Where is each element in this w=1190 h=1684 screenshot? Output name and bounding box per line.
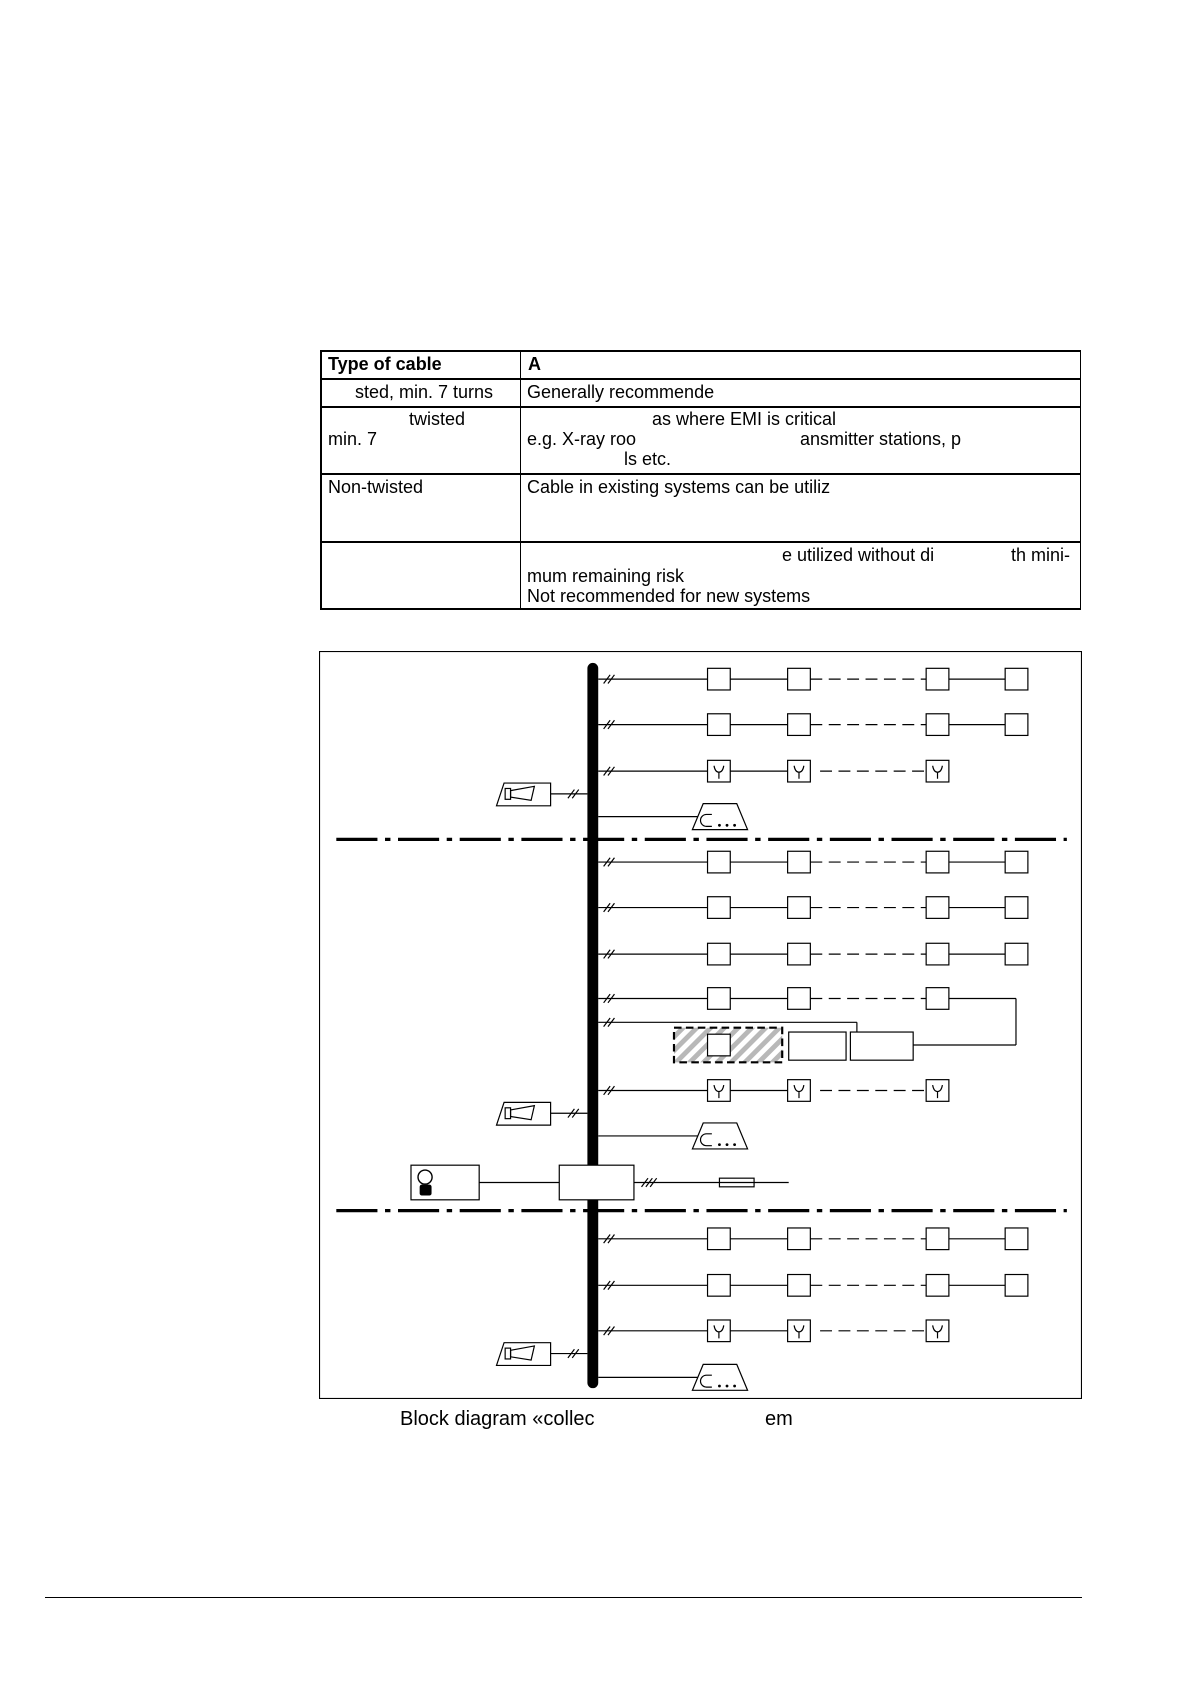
antenna-branch [598,1320,949,1342]
terminal-box [708,714,731,736]
table-row-application-cell [520,474,1080,542]
antenna-branch [598,1080,949,1102]
terminal-branch [598,851,1028,873]
table-row-cable-cell [320,407,520,474]
footer-rule [45,1597,1082,1598]
central-unit-box [559,1165,634,1200]
call-unit-icon [692,804,747,830]
horn-speaker-icon [496,783,550,806]
antenna-icon [708,760,731,782]
antenna-icon [926,760,949,782]
antenna-branch [598,760,949,782]
terminal-box [1005,943,1028,965]
call-unit-icon [692,1364,747,1390]
horn-speaker-icon [496,1102,550,1125]
terminal-box [788,988,811,1010]
cell-text: Cable in existing systems can be utiliz [527,477,831,497]
terminal-box [708,897,731,919]
terminal-box [926,988,949,1010]
antenna-socket-box [708,760,731,782]
terminal-box [1005,1228,1028,1250]
terminal-branch [598,897,1028,919]
terminal-box [1005,1275,1028,1297]
terminal-box [788,1228,811,1250]
header-label: Type of cable [328,353,442,374]
terminal-box [1005,668,1028,690]
speaker-branch [496,783,587,806]
antenna-icon [926,1080,949,1102]
call-unit-icon [692,1123,747,1149]
cell-text: min. 7 [328,429,378,449]
horn-speaker-icon [496,1343,550,1366]
terminal-box [708,1034,731,1056]
antenna-icon [708,1080,731,1102]
terminal-box [926,897,949,919]
figure-caption: em [765,1408,793,1430]
terminal-box [788,897,811,919]
speaker-branch [496,1102,587,1125]
table-row-application-cell [520,379,1080,407]
lamp-icon [418,1170,432,1195]
block-diagram [319,651,1082,1399]
call-unit-dot [726,824,729,827]
terminal-box [788,668,811,690]
cell-text: sted, min. 7 turns [355,381,494,402]
terminal-box [926,943,949,965]
call-unit-dot [733,1143,736,1146]
terminal-branch [598,714,1028,736]
terminal-box [926,1275,949,1297]
call-unit-dot [733,1385,736,1388]
cell-text: ansmitter stations, p [800,429,962,449]
terminal-box [926,714,949,736]
call-unit-dot [718,1385,721,1388]
antenna-icon [788,1320,811,1342]
terminal-box [788,851,811,873]
terminal-box [708,1228,731,1250]
central-unit-branch [411,1165,789,1200]
cell-text: as where EMI is critical [652,408,837,429]
terminal-box [1005,897,1028,919]
table-row-cable-cell [320,379,520,407]
terminal-box [788,943,811,965]
terminal-box [926,668,949,690]
terminal-branch [598,1228,1028,1250]
antenna-icon [788,760,811,782]
call-unit-branch [598,804,747,830]
table-row-application-cell [520,407,1080,474]
call-unit-branch [598,1123,747,1149]
diagram-frame [320,652,1082,1399]
terminal-box [1005,714,1028,736]
cell-text: e.g. X-ray roo [527,429,637,449]
call-unit-dot [726,1143,729,1146]
antenna-icon [926,1320,949,1342]
terminal-box [708,943,731,965]
cell-text: twisted [409,408,466,429]
terminal-branch [598,668,1028,690]
terminal-branch [598,943,1028,965]
header-label: A [528,353,541,374]
terminal-box [788,714,811,736]
module-box [850,1032,913,1060]
cell-text: Not recommended for new systems [527,586,811,606]
antenna-icon [708,1320,731,1342]
antenna-icon [788,1080,811,1102]
module-box [789,1032,846,1060]
cell-text: e utilized without di [782,545,935,565]
figure-caption: Block diagram «collec [400,1408,595,1430]
cell-text: Generally recommende [527,381,715,402]
speaker-branch [496,1343,587,1366]
terminal-box [708,851,731,873]
cell-text: ls etc. [624,449,672,469]
terminal-box [708,1275,731,1297]
cell-text: Non-twisted [328,477,424,497]
terminal-box [788,1275,811,1297]
lamp-base [420,1185,432,1196]
cell-text: mum remaining risk [527,565,685,586]
cell-text: th mini- [1011,545,1071,565]
terminal-box [926,1228,949,1250]
call-unit-dot [718,824,721,827]
terminal-branch [598,1275,1028,1297]
table-row-cable-cell [320,542,520,609]
call-unit-dot [733,824,736,827]
terminal-box [1005,851,1028,873]
antenna-socket-box [788,760,811,782]
module-group [674,1028,913,1063]
antenna-socket-box [926,760,949,782]
terminal-box [708,988,731,1010]
lamp-bulb [418,1170,432,1184]
call-unit-branch [598,1364,747,1390]
table-row-cable-cell [320,474,520,542]
terminal-box [926,851,949,873]
header-cell-type-of-cable [320,351,520,378]
call-unit-dot [718,1143,721,1146]
table-row-application-cell [520,542,1080,609]
call-unit-dot [726,1385,729,1388]
terminal-box [708,668,731,690]
header-cell-application [520,351,1080,378]
